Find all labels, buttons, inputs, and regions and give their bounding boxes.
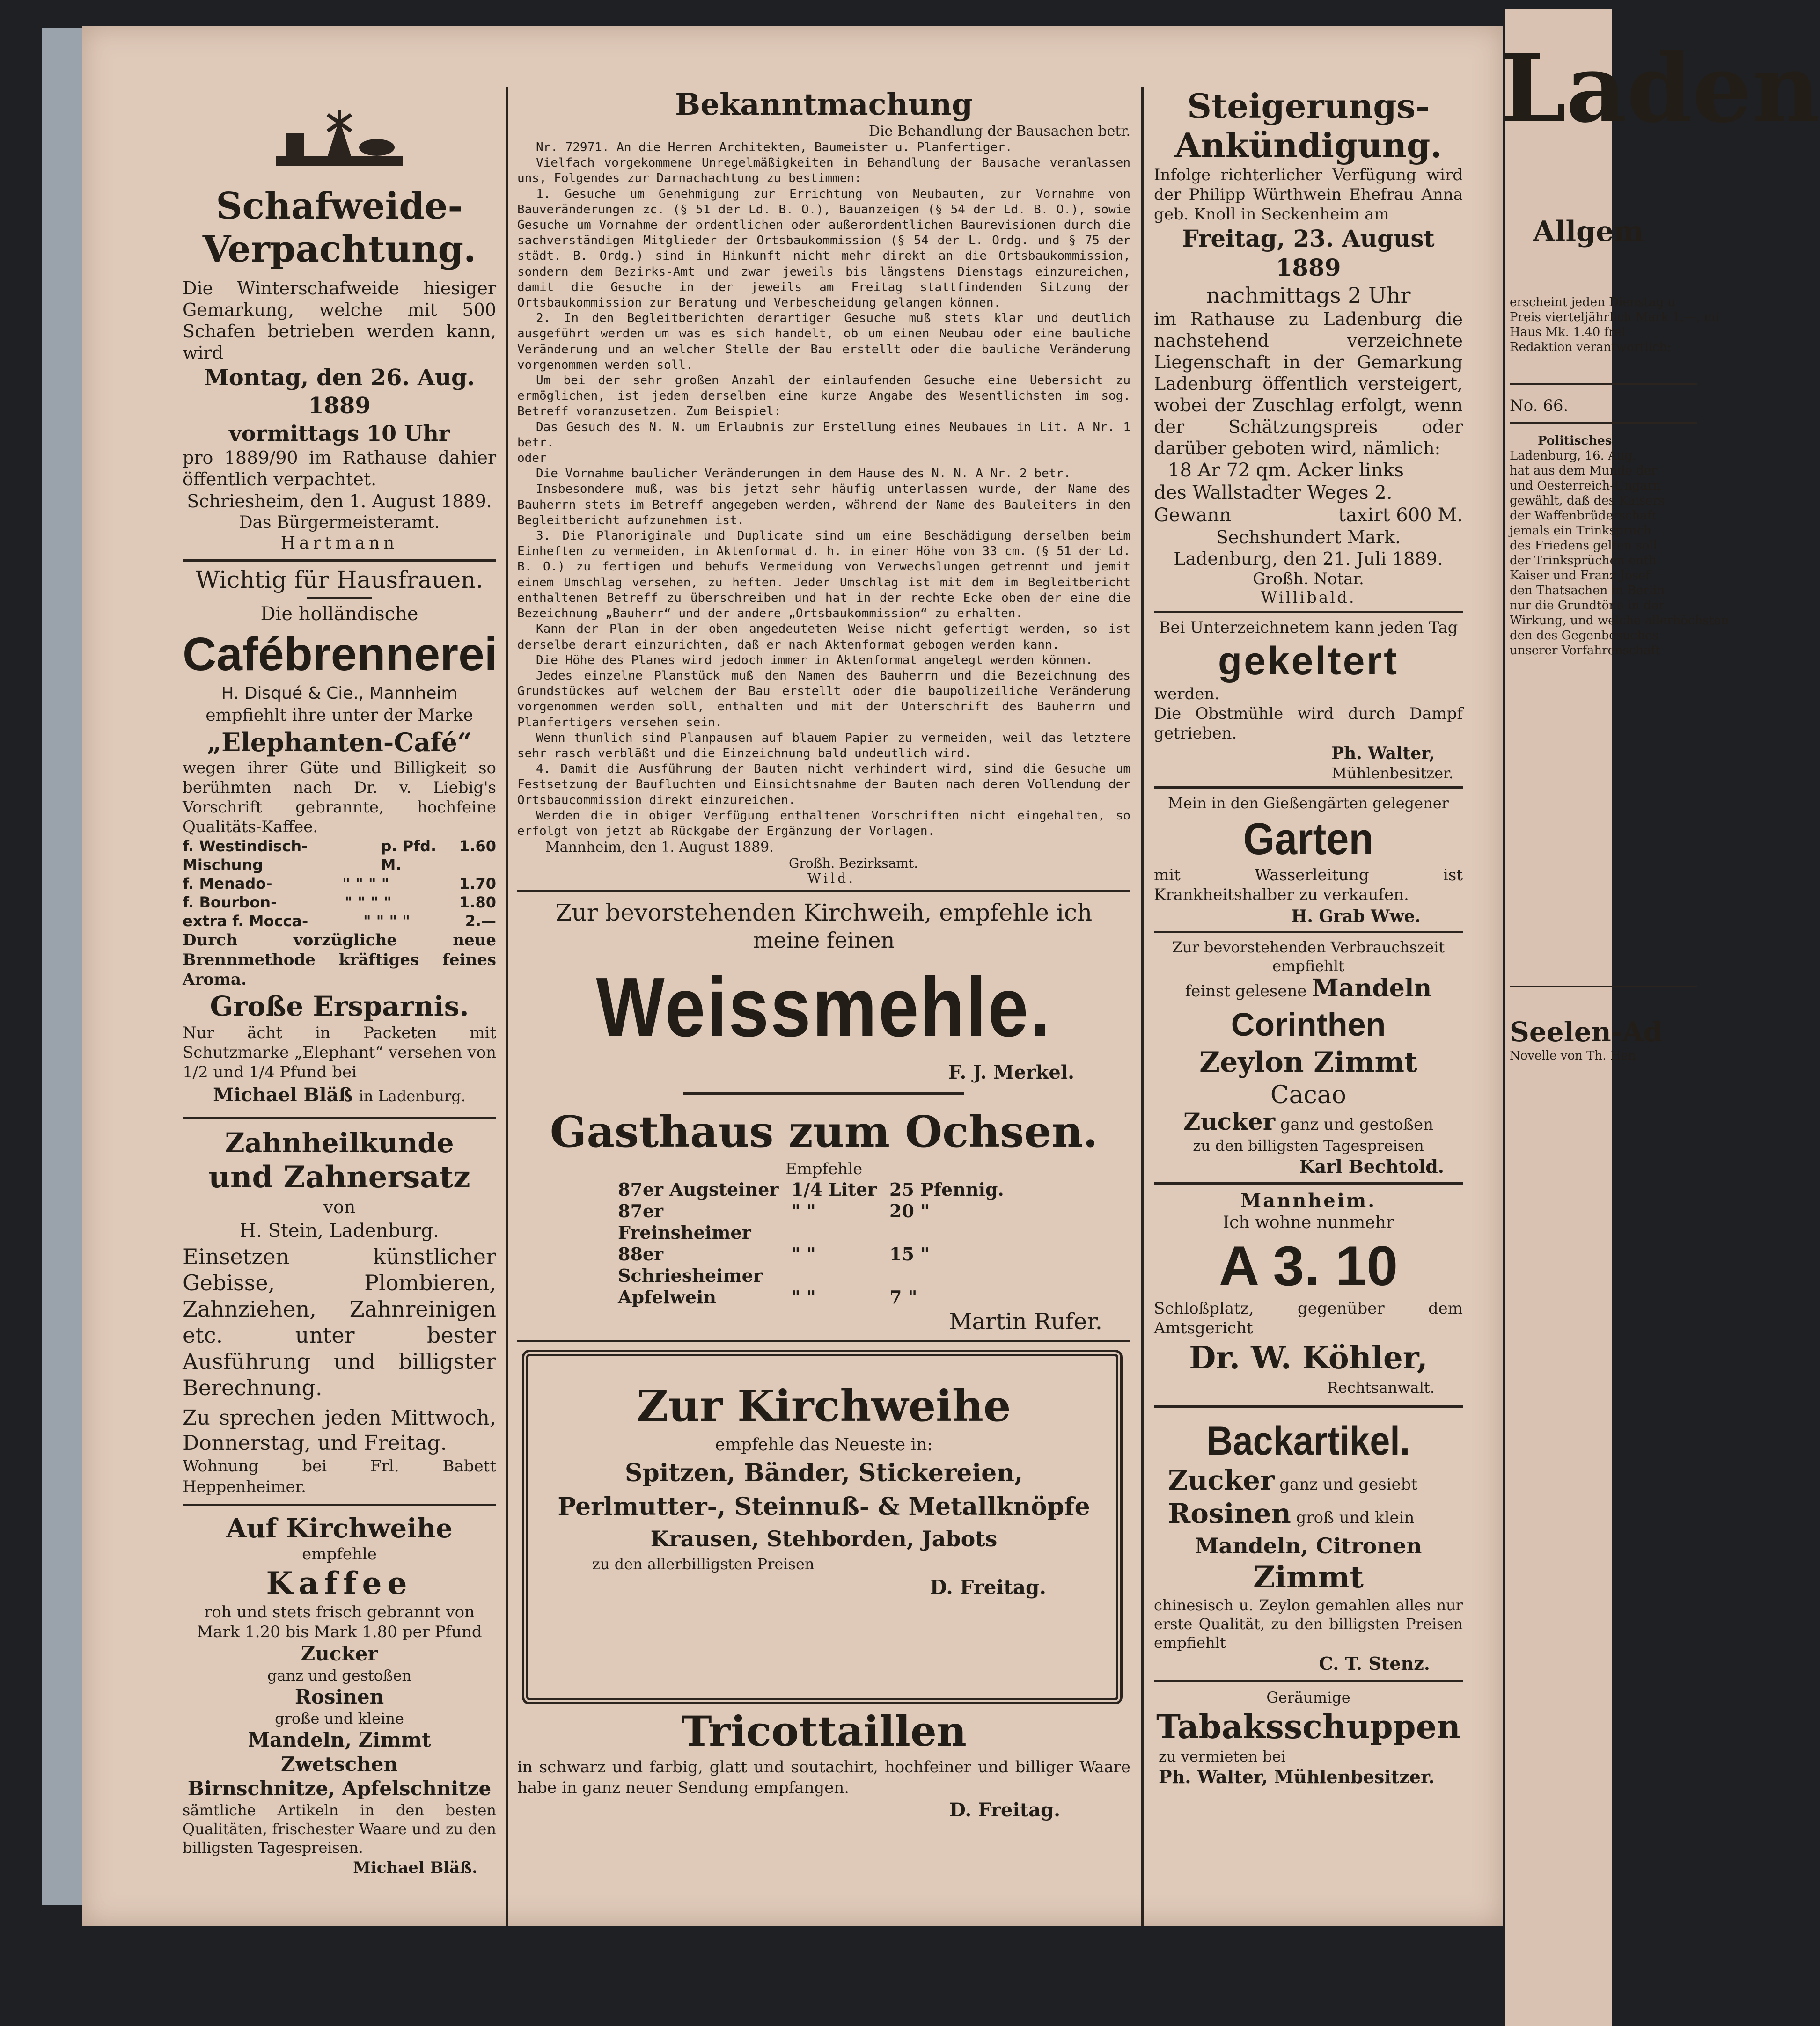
steig-item-3: [1154, 504, 1463, 527]
wine-name: 87er Augsteiner: [618, 1179, 779, 1200]
mandeln-signature: Karl Bechtold.: [1299, 1156, 1444, 1177]
back-body: chinesisch u. Zeylon gemahlen alles nur erste Qualität, zu den billigsten Preisen empfiehlt: [1154, 1596, 1463, 1652]
steig-office: Großh. Notar.: [1253, 570, 1364, 588]
facing-subtitle: Allgem: [1533, 215, 1644, 248]
wine-row: [618, 1179, 1030, 1200]
price-row: [183, 893, 496, 912]
koehler-line-2: Schloßplatz, gegenüber dem Amtsgericht: [1154, 1299, 1463, 1338]
zahn-body: Einsetzen künstlicher Gebisse, Plombieren, Zahnziehen, Zahnreinigen etc. unter bester Ausführung und billigster Berechnung.: [183, 1244, 496, 1400]
facing-line: der Trinksprüchen enth: [1510, 554, 1657, 568]
back-rosinen-line: [1154, 1499, 1463, 1532]
bekannt-subject: Die Behandlung der Bausachen betr.: [868, 123, 1130, 139]
bekannt-paragraph: Die Höhe des Planes wird jedoch immer in Aktenformat angelegt werden können.: [536, 653, 1093, 667]
ochsen-wine-list: [618, 1179, 1030, 1308]
schafweide-signature: Hartmann: [280, 534, 398, 553]
schafweide-body-2: pro 1889/90 im Rathause dahier öffentlich verpachtet.: [183, 447, 496, 490]
facing-line: gewählt, daß des Kaisers: [1510, 494, 1665, 508]
frame-line-3: Krausen, Stehborden, Jabots: [650, 1526, 998, 1552]
garten-signature: H. Grab Wwe.: [1291, 907, 1421, 926]
frame-signature: D. Freitag.: [930, 1576, 1046, 1599]
wine-name: 88er Schriesheimer: [618, 1243, 763, 1287]
frame-line-4: zu den allerbilligsten Preisen: [592, 1555, 815, 1573]
price-unit: " " " ": [345, 893, 392, 911]
bekannt-paragraph: 2. In den Begleitberichten derartiger Gesuche muß stets klar und deutlich ausgeführt werden um was es sich handelt, ob um einen Neubau oder eine bauliche Veränderung und an welcher Stelle der Bau erstellt oder die bauliche Veränderung vorgenommen werden soll.: [517, 311, 1130, 372]
steig-place: Ladenburg, den 21. Juli 1889.: [1174, 549, 1443, 569]
mandeln-line-1: Zur bevorstehenden Verbrauchszeit: [1172, 938, 1445, 956]
koehler-address: A 3. 10: [1218, 1235, 1398, 1297]
facing-line: und Oesterreich-Ungarn: [1510, 479, 1661, 493]
column-1: [183, 87, 496, 1879]
wine-price: 15 ": [889, 1243, 930, 1265]
wine-name: Apfelwein: [618, 1287, 716, 1308]
facing-masthead: Laden: [1500, 34, 1820, 144]
zahn-hours: Zu sprechen jeden Mittwoch, Donnerstag, und Freitag.: [183, 1406, 496, 1455]
mandeln-zucker-line: [1154, 1110, 1463, 1136]
facing-line: Preis vierteljährlich Mark 1.—, mi: [1510, 310, 1720, 324]
schafweide-body: Die Winterschafweide hiesiger Gemarkung, welche mit 500 Schafen betrieben werden kann, wird: [183, 278, 496, 363]
back-zimmt: Zimmt: [1253, 1560, 1364, 1595]
price-row: [183, 837, 496, 874]
kirchweihe-sub: empfehle: [302, 1545, 377, 1564]
facing-issue-number: No. 66.: [1510, 396, 1569, 415]
price-unit: " " " ": [363, 912, 410, 930]
kirchweihe-zwetschen: Zwetschen: [281, 1753, 398, 1776]
mandeln-line-2: empfiehlt: [1272, 957, 1344, 975]
cafe-price-list: [183, 837, 496, 930]
zahn-title-1: Zahnheilkunde: [225, 1127, 454, 1159]
wine-unit: " ": [791, 1243, 816, 1265]
facing-line: nur die Grundtöne in der: [1510, 599, 1665, 613]
back-zucker: Zucker: [1168, 1464, 1275, 1496]
bekannt-paragraph: Das Gesuch des N. N. um Erlaubnis zur Erstellung eines Neubaues in Lit. A Nr. 1 betr.: [517, 420, 1130, 450]
steig-item-3a: Gewann: [1154, 505, 1232, 526]
cafe-seller: Michael Bläß: [213, 1084, 353, 1106]
kirchweihe-rosinen: Rosinen: [294, 1685, 384, 1708]
schafweide-office: Das Bürgermeisteramt.: [239, 513, 440, 532]
mandeln-cacao: Cacao: [1270, 1081, 1347, 1109]
steig-signature: Willibald.: [1261, 588, 1356, 607]
cafe-saving: Große Ersparnis.: [210, 990, 469, 1022]
wine-row: [618, 1287, 1030, 1308]
divider: [517, 1340, 1130, 1342]
wine-unit: " ": [791, 1287, 816, 1308]
wine-row: [618, 1200, 1030, 1243]
kirchweihe-frame: [517, 1350, 1130, 1705]
tabak-title: Tabaksschuppen: [1156, 1707, 1461, 1746]
ochsen-signature: Martin Rufer.: [949, 1309, 1102, 1335]
cafe-body-2: wegen ihrer Güte und Billigkeit so berühmten nach Dr. v. Liebig's Vorschrift gebrannte, hochfeine Qualitäts-Kaffee.: [183, 759, 496, 836]
garten-body: mit Wasserleitung ist Krankheitshalber zu verkaufen.: [1154, 866, 1463, 904]
steig-item-3b: taxirt 600 M.: [1338, 505, 1463, 526]
gekeltert-signature: Ph. Walter,: [1331, 744, 1435, 763]
koehler-line-1: Ich wohne nunmehr: [1222, 1213, 1394, 1232]
cafe-firm: H. Disqué & Cie., Mannheim: [221, 684, 458, 703]
schafweide-date: Montag, den 26. Aug. 1889: [204, 365, 475, 419]
divider: [1154, 931, 1463, 933]
bekannt-paragraph: Insbesondere muß, was bis jetzt sehr häufig unterlassen wurde, der Name des Bauherrn stets im Betreff angegeben werden, während der Name des Bauleiters in den Begleitbericht aufzunehmen ist.: [517, 482, 1130, 527]
bekannt-paragraph: 4. Damit die Ausführung der Bauten nicht verhindert wird, sind die Gesuche um Festsetzung der Baufluchten und Einsichtsnahme der Bauten nach deren Vollendung der Ortsbaucommission direkt einzureichen.: [517, 762, 1130, 807]
wine-unit: 1/4 Liter: [791, 1179, 877, 1200]
wine-unit: " ": [791, 1200, 816, 1222]
schafweide-title-line-2: Verpachtung.: [202, 228, 477, 271]
column-2: [517, 87, 1130, 1822]
mandeln-zimmt: Zeylon Zimmt: [1199, 1046, 1417, 1079]
steig-item-1: 18 Ar 72 qm. Acker links: [1168, 460, 1404, 481]
bekannt-place: Mannheim, den 1. August 1889.: [545, 839, 774, 856]
mandeln-zucker: Zucker: [1183, 1108, 1276, 1135]
kirchweihe-signature: Michael Bläß.: [353, 1858, 477, 1877]
facing-line: Ladenburg, 16. Aug.: [1510, 449, 1637, 463]
kirchweihe-rosinen-sub: große und kleine: [275, 1710, 404, 1727]
cafe-seller-line: [183, 1082, 496, 1109]
price-value: 1.60: [459, 837, 496, 855]
back-zucker-sub: ganz und gesiebt: [1279, 1475, 1418, 1494]
bekannt-paragraph: Wenn thunlich sind Planpausen auf blauem Papier zu vermeiden, weil das letztere sehr rasch verbläßt und die Einzeichnung bald undeutlich wird.: [517, 731, 1130, 761]
weiss-line-1: Zur bevorstehenden Kirchweih, empfehle ich: [555, 899, 1093, 927]
facing-line: Wirkung, und welche allerhöchsten: [1510, 614, 1729, 628]
bekannt-paragraph: 1. Gesuche um Genehmigung zur Errichtung von Neubauten, zur Vornahme von Bauveränderungen zc. (§ 51 der Ld. B. O.), Bauanzeigen (§ 54 der Ld. B. O.), sowie Gesuche um Vornahme der ordentlichen oder außerordentlichen Baurevisionen durch die sachverständigen Mitglieder der Ortsbaukommission (§ 54 der L. Ordg. und § 75 der städt. B. Ordg.) sind in Hinkunft nicht mehr direkt an die Ortsbaukommission, sondern dem Bezirks-Amt und zwar jeweils bis längstens Dienstags einzureichen, damit die Gesuche in der jeweils am Freitag stattfindenden Sitzung der Ortsbaukommission zur Beratung und Verbescheidung gelangen können.: [517, 187, 1130, 310]
facing-line: Haus Mk. 1.40 frei: [1510, 325, 1626, 339]
facing-divider: [1510, 986, 1697, 987]
garten-title: Garten: [1243, 814, 1374, 864]
divider: [517, 890, 1130, 892]
steig-title-1: Steigerungs-: [1187, 86, 1430, 126]
wine-price: 20 ": [889, 1200, 930, 1222]
gekeltert-line-2: werden.: [1154, 685, 1220, 703]
ochsen-sub: Empfehle: [785, 1160, 863, 1179]
weiss-signature: F. J. Merkel.: [948, 1061, 1074, 1084]
divider: [183, 1504, 496, 1506]
divider: [183, 1117, 496, 1119]
back-zucker-line: [1154, 1466, 1463, 1499]
facing-line: hat aus dem Munde der: [1510, 464, 1657, 478]
back-title: Backartikel.: [1206, 1419, 1410, 1463]
divider: [1154, 1680, 1463, 1682]
price-name: f. Westindisch-Mischung: [183, 837, 308, 874]
ochsen-title: Gasthaus zum Ochsen.: [550, 1106, 1098, 1157]
frame-content: [545, 1378, 1102, 1601]
steig-item-2: des Wallstadter Weges 2.: [1154, 482, 1393, 504]
divider: [1154, 786, 1463, 789]
price-name: f. Bourbon-: [183, 893, 277, 911]
schafweide-place: Schriesheim, den 1. August 1889.: [187, 491, 492, 512]
cafe-body-3: Durch vorzügliche neue Brennmethode kräftiges feines Aroma.: [183, 931, 496, 989]
kirchweihe-body-2: sämtliche Artikeln in den besten Qualitäten, frischester Waare und zu den billigsten Tagespreisen.: [183, 1801, 496, 1857]
gekeltert-body: Die Obstmühle wird durch Dampf getrieben.: [1154, 704, 1463, 743]
back-rosinen-sub: groß und klein: [1296, 1508, 1415, 1527]
zahn-name: H. Stein, Ladenburg.: [240, 1220, 439, 1242]
zahn-title-2: und Zahnersatz: [208, 1160, 470, 1195]
mandeln-zucker-sub: ganz und gestoßen: [1280, 1115, 1434, 1134]
facing-line: der Waffenbrüderschaft: [1510, 509, 1657, 523]
price-unit: p. Pfd. M.: [381, 837, 437, 874]
price-row: [183, 874, 496, 893]
bekannt-paragraph: Um bei der sehr großen Anzahl der einlaufenden Gesuche eine Uebersicht zu ermöglichen, ist jedem derselben eine kurze Angabe des Wesentlichsten im sog. Betreff voranzusetzen. Zum Beispiel:: [517, 373, 1130, 419]
steig-time: nachmittags 2 Uhr: [1206, 283, 1411, 308]
kirchweihe-zucker-sub: ganz und gestoßen: [267, 1667, 411, 1684]
koehler-name: Dr. W. Köhler,: [1189, 1339, 1428, 1376]
mandeln-line-3-text: feinst gelesene: [1185, 982, 1307, 1001]
bekannt-paragraph: oder: [517, 451, 547, 466]
cafe-headline: Wichtig für Hausfrauen.: [195, 566, 484, 593]
mandeln-line-4: zu den billigsten Tagespreisen: [1193, 1137, 1424, 1155]
steig-date: Freitag, 23. August 1889: [1182, 225, 1435, 281]
bekannt-signature: Wild.: [807, 870, 856, 886]
divider: [683, 1092, 964, 1095]
price-row: [183, 912, 496, 930]
kirchweihe-body: roh und stets frisch gebrannt von Mark 1.20 bis Mark 1.80 per Pfund: [197, 1603, 482, 1641]
back-signature: C. T. Stenz.: [1319, 1653, 1430, 1674]
gekeltert-title: gekeltert: [1218, 639, 1399, 683]
wine-name: 87er Freinsheimer: [618, 1200, 751, 1243]
facing-section-title: Politisches: [1538, 434, 1612, 448]
bekannt-paragraph: Vielfach vorgekommene Unregelmäßigkeiten in Behandlung der Bausache veranlassen uns, Folgendes zur Darnachachtung zu bestimmen:: [517, 156, 1130, 186]
price-name: f. Menado-: [183, 875, 272, 892]
back-rosinen: Rosinen: [1168, 1498, 1291, 1529]
sheep-farm-ornament-icon: [272, 105, 407, 176]
mandeln-line-3: [1154, 975, 1463, 1004]
price-unit: " " " ": [342, 875, 389, 892]
cafe-body-1: empfiehlt ihre unter der Marke: [205, 706, 473, 725]
facing-line: Redaktion verantwortlich;: [1510, 340, 1671, 354]
facing-line: unserer Vorfahrenschaft: [1510, 644, 1660, 658]
facing-line: des Friedens gelten soll.: [1510, 539, 1661, 553]
kirchweihe-zucker: Zucker: [301, 1642, 378, 1665]
weiss-line-2: meine feinen: [753, 928, 895, 953]
steig-body-2: im Rathause zu Ladenburg die nachstehend verzeichnete Liegenschaft in der Gemarkung Ladenburg öffentlich versteigert, wobei der Zuschlag erfolgt, wenn der Schätzungspreis oder darüber geboten wird, nämlich:: [1154, 309, 1463, 459]
facing-divider: [1510, 422, 1697, 424]
steig-body: Infolge richterlicher Verfügung wird der Philipp Würthwein Ehefrau Anna geb. Knoll in Seckenheim am: [1154, 166, 1463, 224]
facing-line: den des Gegenbesuches: [1510, 629, 1659, 643]
bekannt-paragraph: Nr. 72971. An die Herren Architekten, Baumeister u. Planfertiger.: [536, 140, 1013, 154]
garten-line-1: Mein in den Gießengärten gelegener: [1168, 794, 1449, 812]
koehler-title: Rechtsanwalt.: [1327, 1379, 1435, 1397]
divider: [1154, 611, 1463, 613]
cafe-brand: „Elephanten-Café“: [207, 727, 472, 757]
price-name: extra f. Mocca-: [183, 912, 308, 930]
kirchweihe-birn: Birnschnitze, Apfelschnitze: [187, 1777, 492, 1800]
column-rule-right: [1141, 87, 1144, 1926]
koehler-city: Mannheim.: [1240, 1190, 1377, 1212]
schafweide-title: [183, 185, 496, 271]
bekannt-paragraph: Werden die in obiger Verfügung enthaltenen Vorschriften nicht eingehalten, so erfolgt von jetzt ab Rückgabe der Ergänzung der Vorlagen.: [517, 808, 1130, 838]
schafweide-time: vormittags 10 Uhr: [229, 421, 450, 446]
divider: [183, 559, 496, 562]
bekannt-paragraph: Die Vornahme baulicher Veränderungen in dem Hause des N. N. A Nr. 2 betr.: [536, 467, 1071, 481]
wine-row: [618, 1243, 1030, 1287]
mandeln-word: Mandeln: [1312, 974, 1432, 1002]
wine-price: 7 ": [889, 1287, 917, 1308]
divider-short: [307, 597, 372, 599]
facing-divider: [1510, 383, 1697, 385]
cafe-sub: Die holländische: [260, 603, 418, 625]
frame-sub: empfehle das Neueste in:: [715, 1435, 933, 1455]
bekannt-paragraph: Kann der Plan in der oben angedeuteten Weise nicht gefertigt werden, so ist derselbe derart einzurichten, daß er nach Aktenformat gebogen werden kann.: [517, 622, 1130, 652]
column-3: [1154, 87, 1463, 1788]
bekannt-paragraph: 3. Die Planoriginale und Duplicate sind um eine Beschädigung derselben beim Einheften zu vermeiden, in Aktenformat d. h. in einer Höhe von 33 cm. (§ 51 der Ld. B. O.) zu fertigen und behufs Vermeidung von Verwechslungen getrennt und jemit einem Umschlag versehen, zu heften. Jeder Umschlag ist mit dem im Begleitbericht enthaltenen Betreff zu überschreiben und hat in der rechte Ecke oben der eine die Bezeichnung „Bauherr“ und der andere „Ortsbaukommission“ zu erhalten.: [517, 529, 1130, 621]
frame-line-2: Perlmutter-, Steinnuß- & Metallknöpfe: [558, 1492, 1090, 1521]
facing-line: jemals ein Trinkspruch: [1510, 524, 1652, 538]
facing-novel-author: Novelle von Th. Hen: [1510, 1049, 1636, 1063]
tricot-body: in schwarz und farbig, glatt und soutachirt, hochfeiner und billiger Waare habe in ganz neuer Sendung empfangen.: [517, 1758, 1130, 1798]
cafe-body-4: Nur ächt in Packeten mit Schutzmarke „Elephant“ versehen von 1/2 und 1/4 Pfund bei: [183, 1024, 496, 1082]
tabak-line-2: zu vermieten bei: [1159, 1748, 1286, 1765]
facing-page: [1500, 9, 1820, 2026]
tabak-signature: Ph. Walter, Mühlenbesitzer.: [1159, 1766, 1435, 1787]
frame-title: Zur Kirchweihe: [637, 1381, 1011, 1432]
zahn-von: von: [323, 1197, 356, 1217]
facing-line: den Thatsachen in Berlin: [1510, 584, 1665, 598]
facing-line: erscheint jeden Dienstag u: [1510, 295, 1676, 309]
steig-item-4: Sechshundert Mark.: [1216, 527, 1401, 548]
divider: [1154, 1182, 1463, 1185]
weiss-title: Weissmehle.: [596, 960, 1052, 1055]
zahn-address: Wohnung bei Frl. Babett Heppenheimer.: [183, 1457, 496, 1496]
kirchweihe-kaffee: Kaffee: [266, 1565, 413, 1602]
bekannt-title: Bekanntmachung: [675, 87, 973, 122]
gekeltert-signature-2: Mühlenbesitzer.: [1331, 764, 1453, 782]
facing-line: Kaiser und Franz Josef: [1510, 569, 1651, 583]
newspaper-page: [82, 26, 1503, 1926]
price-value: 1.80: [459, 893, 496, 911]
price-value: 1.70: [459, 875, 496, 892]
facing-text: [1510, 295, 1729, 1063]
bekannt-body: [517, 140, 1130, 839]
bekannt-paragraph: Jedes einzelne Planstück muß den Namen des Bauherrn und die Bezeichnung des Grundstückes auf welchem der Bau erstellt oder die baupolizeiliche Veränderung vorgenommen werden soll, enthalten und mit der Unterschrift des Bauherrn und Planfertigers versehen sein.: [517, 668, 1130, 730]
bekannt-office: Großh. Bezirksamt.: [789, 856, 918, 871]
kirchweihe-title: Auf Kirchweihe: [226, 1513, 453, 1544]
steig-title-2: Ankündigung.: [1174, 125, 1442, 165]
tricot-title: Tricottaillen: [681, 1707, 967, 1756]
cafe-title: Cafébrennerei: [183, 628, 498, 680]
cafe-seller-place: in Ladenburg.: [359, 1087, 466, 1105]
schafweide-title-line-1: Schafweide-: [216, 185, 463, 227]
back-mandeln: Mandeln, Citronen: [1195, 1533, 1422, 1558]
wine-price: 25 Pfennig.: [889, 1179, 1004, 1200]
divider: [1154, 1405, 1463, 1408]
frame-line-1: Spitzen, Bänder, Stickereien,: [624, 1459, 1023, 1488]
facing-novel-title: Seelen-Ad: [1510, 1016, 1663, 1048]
column-rule-left: [506, 87, 508, 1926]
gekeltert-line-1: Bei Unterzeichnetem kann jeden Tag: [1159, 618, 1458, 637]
tricot-signature: D. Freitag.: [949, 1799, 1060, 1821]
tabak-line-1: Geräumige: [1266, 1689, 1350, 1706]
kirchweihe-mandeln: Mandeln, Zimmt: [248, 1728, 431, 1751]
price-value: 2.—: [465, 912, 496, 930]
mandeln-corinthen: Corinthen: [1231, 1006, 1386, 1043]
